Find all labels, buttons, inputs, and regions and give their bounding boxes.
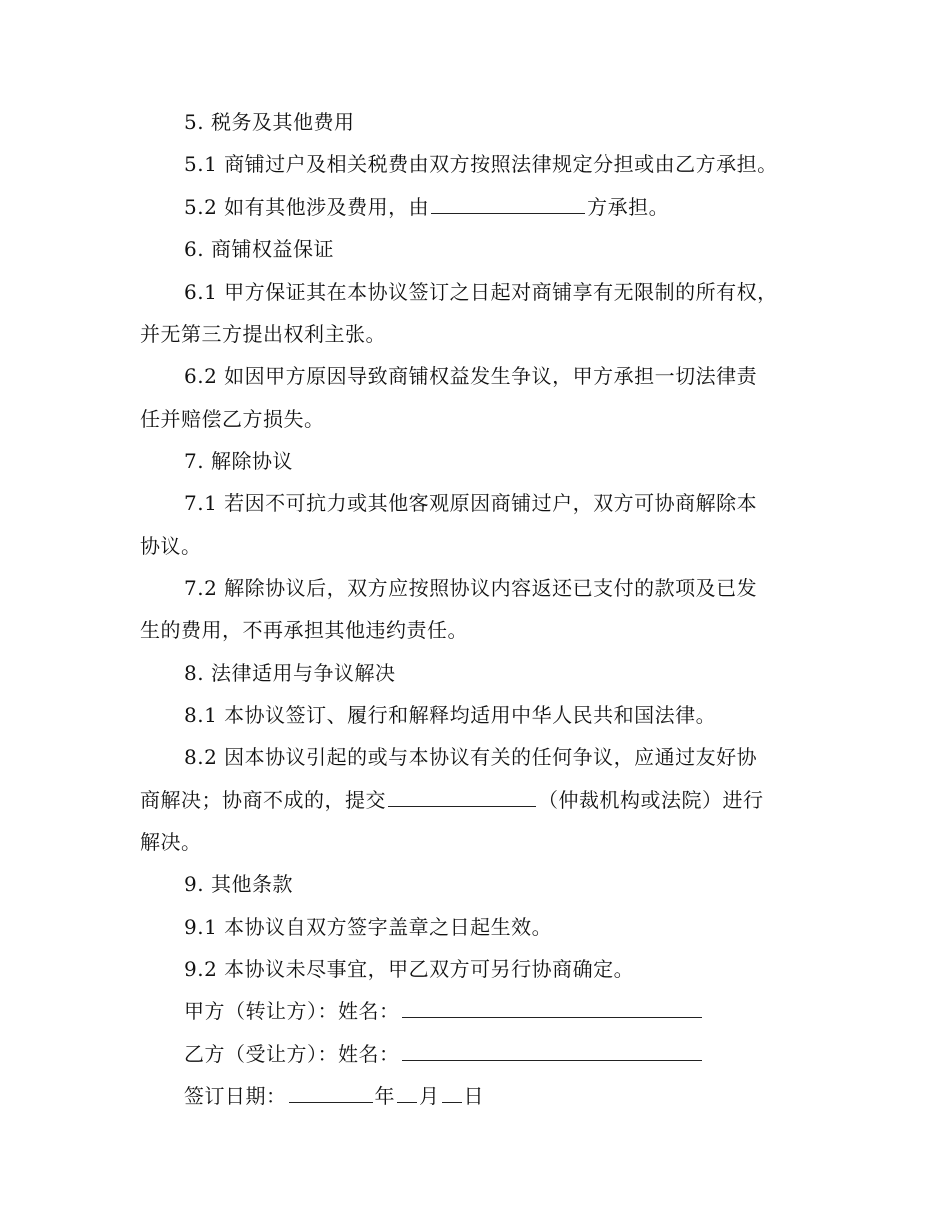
clause-8-2-text-before: 商解决；协商不成的，提交	[140, 788, 386, 812]
signing-date-label: 签订日期：	[184, 1084, 287, 1108]
clause-5-2	[184, 193, 669, 221]
clause-6-1-line-2: 并无第三方提出权利主张。	[140, 322, 386, 346]
day-label: 日	[463, 1084, 484, 1108]
section-heading-9: 9. 其他条款	[184, 872, 293, 896]
year-blank	[289, 1082, 373, 1103]
section-heading-7: 7. 解除协议	[184, 449, 293, 473]
clause-6-2-line-2: 任并赔偿乙方损失。	[140, 407, 325, 431]
clause-7-2-line-2: 生的费用，不再承担其他违约责任。	[140, 618, 468, 642]
clause-9-2: 9.2 本协议未尽事宜，甲乙双方可另行协商确定。	[184, 957, 635, 981]
clause-5-2-text-before: 5.2 如有其他涉及费用，由	[184, 195, 430, 219]
party-a-label: 甲方（转让方）：姓名：	[184, 999, 400, 1023]
clause-8-2-line-2	[140, 786, 764, 814]
section-heading-8: 8. 法律适用与争议解决	[184, 661, 396, 685]
signing-date-line	[184, 1082, 484, 1110]
clause-7-1-line-1: 7.1 若因不可抗力或其他客观原因商铺过户，双方可协商解除本	[184, 491, 758, 515]
party-b-name-blank	[402, 1040, 702, 1061]
fee-party-blank	[431, 193, 585, 214]
year-label: 年	[374, 1084, 395, 1108]
clause-7-1-line-2: 协议。	[140, 534, 202, 558]
section-heading-5: 5. 税务及其他费用	[184, 110, 355, 134]
arbitration-body-blank	[388, 786, 536, 807]
clause-5-1: 5.1 商铺过户及相关税费由双方按照法律规定分担或由乙方承担。	[184, 152, 778, 176]
clause-6-1-line-1: 6.1 甲方保证其在本协议签订之日起对商铺享有无限制的所有权，	[184, 280, 778, 304]
clause-8-2-line-1: 8.2 因本协议引起的或与本协议有关的任何争议，应通过友好协	[184, 745, 758, 769]
clause-8-2-line-3: 解决。	[140, 830, 202, 854]
party-a-name-blank	[402, 997, 702, 1018]
month-label: 月	[419, 1084, 440, 1108]
clause-5-2-text-after: 方承担。	[587, 195, 670, 219]
party-b-label: 乙方（受让方）：姓名：	[184, 1042, 400, 1066]
clause-6-2-line-1: 6.2 如因甲方原因导致商铺权益发生争议，甲方承担一切法律责	[184, 364, 758, 388]
party-a-signature-line	[184, 997, 704, 1025]
clause-7-2-line-1: 7.2 解除协议后，双方应按照协议内容返还已支付的款项及已发	[184, 576, 758, 600]
day-blank	[442, 1082, 462, 1103]
clause-8-1: 8.1 本协议签订、履行和解释均适用中华人民共和国法律。	[184, 703, 717, 727]
section-heading-6: 6. 商铺权益保证	[184, 237, 334, 261]
party-b-signature-line	[184, 1040, 704, 1068]
clause-9-1: 9.1 本协议自双方签字盖章之日起生效。	[184, 915, 553, 939]
clause-8-2-text-after: （仲裁机构或法院）进行	[538, 788, 764, 812]
month-blank	[397, 1082, 417, 1103]
